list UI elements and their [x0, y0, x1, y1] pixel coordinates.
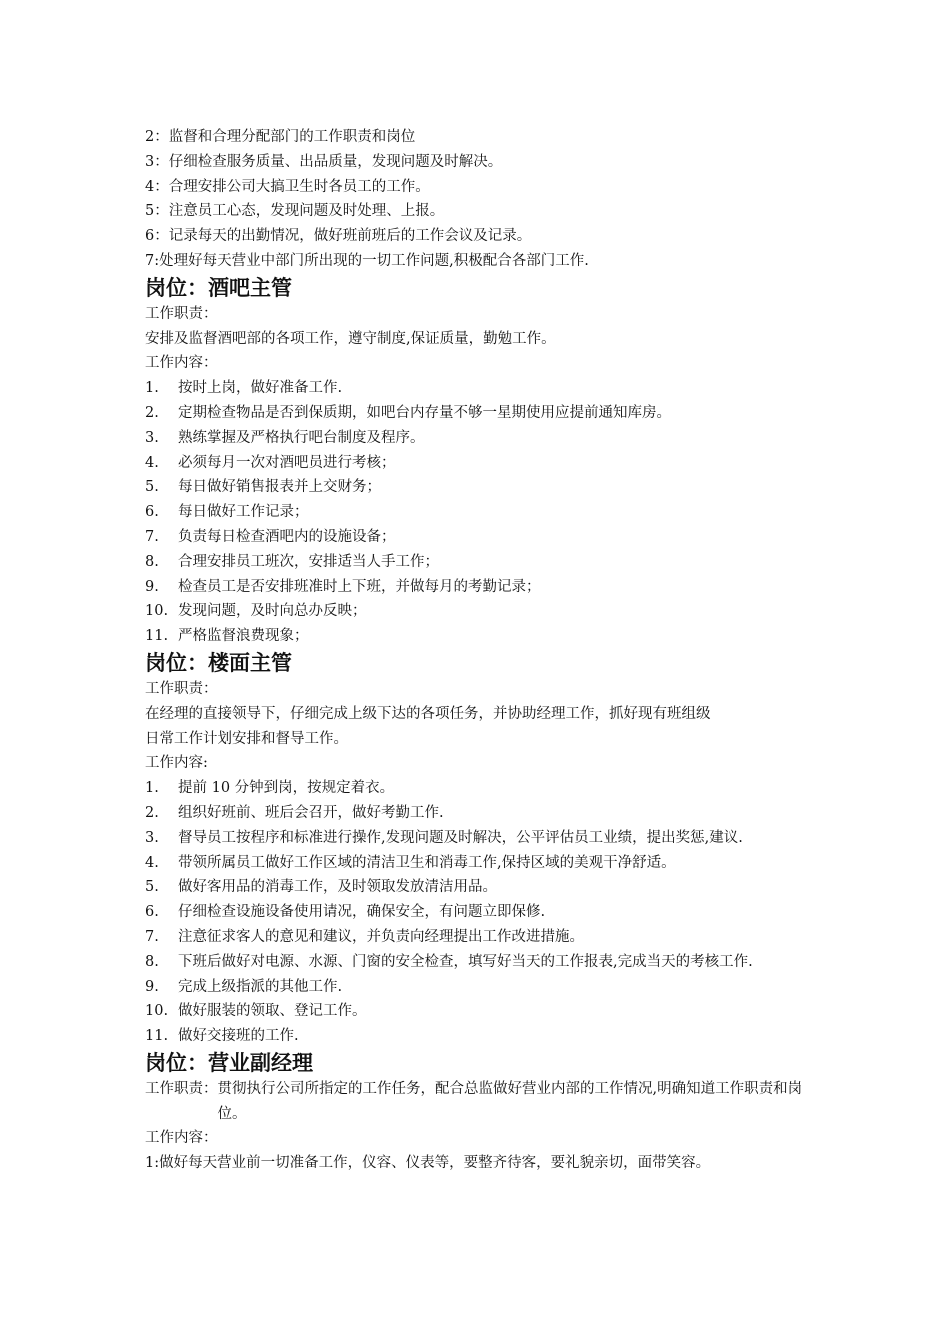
content-label: 工作内容： [145, 355, 218, 372]
list-item [145, 599, 810, 624]
item-number: 10. [145, 603, 169, 620]
list-item: 5：注意员工心态，发现问题及时处理、上报。 [145, 203, 445, 220]
duty-label: 工作职责： [145, 1080, 218, 1097]
item-number: 5. [145, 879, 159, 896]
item-number: 1. [145, 380, 159, 397]
item-text: 每日做好工作记录； [178, 504, 309, 521]
item-text: 做好客用品的消毒工作，及时领取发放清洁用品。 [178, 879, 497, 896]
item-text: 定期检查物品是否到保质期，如吧台内存量不够一星期使用应提前通知库房。 [178, 404, 671, 421]
item-number: 1. [145, 780, 159, 797]
item-text: 做好服装的领取、登记工作。 [178, 1003, 367, 1020]
list-item [145, 801, 810, 826]
list-item: 2：监督和合理分配部门的工作职责和岗位 [145, 129, 416, 145]
item-number: 9. [145, 578, 159, 595]
item-text: 带领所属员工做好工作区域的清洁卫生和消毒工作,保持区域的美观干净舒适。 [178, 854, 676, 871]
list-item [145, 1024, 810, 1049]
list-item [145, 550, 810, 575]
list-item [145, 925, 810, 950]
duty-label: 工作职责： [145, 305, 218, 322]
item-number: 4. [145, 454, 159, 471]
list-item [145, 826, 810, 851]
list-item [145, 999, 810, 1024]
list-item: 6：记录每天的出勤情况，做好班前班后的工作会议及记录。 [145, 228, 532, 245]
item-number: 3. [145, 829, 159, 846]
item-text: 注意征求客人的意见和建议，并负责向经理提出工作改进措施。 [178, 928, 584, 945]
item-number: 6. [145, 504, 159, 521]
section-deputy-manager [145, 1050, 810, 1176]
item-text: 做好交接班的工作. [178, 1028, 299, 1045]
list-item: 4：合理安排公司大搞卫生时各员工的工作。 [145, 178, 430, 195]
section-heading: 岗位：营业副经理 [145, 1050, 313, 1075]
item-text: 必须每月一次对酒吧员进行考核； [178, 454, 396, 471]
item-number: 11. [145, 628, 169, 645]
document-page [145, 125, 810, 1176]
item-number: 2. [145, 804, 159, 821]
item-number: 2. [145, 404, 159, 421]
list-item [145, 900, 810, 925]
section-heading: 岗位：楼面主管 [145, 650, 292, 675]
section-floor-supervisor [145, 650, 810, 1049]
list-item [145, 624, 810, 649]
list-item [145, 500, 810, 525]
item-number: 9. [145, 978, 159, 995]
list-item [145, 851, 810, 876]
list-item [145, 426, 810, 451]
item-number: 7. [145, 928, 159, 945]
item-text: 仔细检查设施设备使用请况，确保安全，有问题立即保修. [178, 904, 546, 921]
item-text: 负责每日检查酒吧内的设施设备； [178, 528, 396, 545]
item-number: 4. [145, 854, 159, 871]
list-item [145, 776, 810, 801]
item-number: 6. [145, 904, 159, 921]
content-label: 工作内容： [145, 1130, 218, 1147]
list-item [145, 525, 810, 550]
item-number: 8. [145, 953, 159, 970]
item-number: 3. [145, 429, 159, 446]
item-text: 下班后做好对电源、水源、门窗的安全检查，填写好当天的工作报表,完成当天的考核工作. [178, 953, 753, 970]
section-heading: 岗位：酒吧主管 [145, 275, 292, 300]
duty-text-line-1: 在经理的直接领导下，仔细完成上级下达的各项任务，并协助经理工作，抓好现有班组级 [145, 705, 711, 722]
list-item [145, 575, 810, 600]
duty-label: 工作职责： [145, 680, 218, 697]
duty-text-line-2: 日常工作计划安排和督导工作。 [145, 730, 348, 747]
section-bar-supervisor [145, 275, 810, 649]
list-item [145, 875, 810, 900]
item-text: 完成上级指派的其他工作. [178, 978, 343, 995]
item-text: 合理安排员工班次，安排适当人手工作； [178, 553, 439, 570]
item-text: 按时上岗，做好准备工作. [178, 380, 343, 397]
intro-list [145, 125, 810, 274]
item-text: 督导员工按程序和标准进行操作,发现问题及时解决，公平评估员工业绩，提出奖惩,建议. [178, 829, 743, 846]
list-item: 1:做好每天营业前一切准备工作，仪容、仪表等，要整齐待客，要礼貌亲切，面带笑容。 [145, 1155, 711, 1172]
item-text: 每日做好销售报表并上交财务； [178, 479, 381, 496]
item-text: 提前 10 分钟到岗，按规定着衣。 [178, 780, 395, 797]
list-item [145, 401, 810, 426]
item-text: 熟练掌握及严格执行吧台制度及程序。 [178, 429, 425, 446]
duty-text: 贯彻执行公司所指定的工作任务，配合总监做好营业内部的工作情况,明确知道工作职责和岗位。 [217, 1080, 803, 1122]
list-item [145, 376, 810, 401]
item-text: 组织好班前、班后会召开，做好考勤工作. [178, 804, 444, 821]
item-number: 5. [145, 479, 159, 496]
duty-text: 安排及监督酒吧部的各项工作，遵守制度,保证质量，勤勉工作。 [145, 330, 556, 347]
list-item [145, 975, 810, 1000]
list-item [145, 475, 810, 500]
item-number: 7. [145, 528, 159, 545]
duty-row [145, 1077, 810, 1127]
item-text: 发现问题，及时向总办反映； [178, 603, 367, 620]
item-number: 10. [145, 1003, 169, 1020]
list-item [145, 451, 810, 476]
item-text: 检查员工是否安排班准时上下班，并做每月的考勤记录； [178, 578, 541, 595]
list-item: 7:处理好每天营业中部门所出现的一切工作问题,积极配合各部门工作. [145, 252, 589, 269]
item-text: 严格监督浪费现象； [178, 628, 309, 645]
item-number: 8. [145, 553, 159, 570]
item-number: 11. [145, 1028, 169, 1045]
content-label: 工作内容: [145, 755, 208, 772]
list-item: 3：仔细检查服务质量、出品质量，发现问题及时解决。 [145, 153, 503, 170]
list-item [145, 950, 810, 975]
